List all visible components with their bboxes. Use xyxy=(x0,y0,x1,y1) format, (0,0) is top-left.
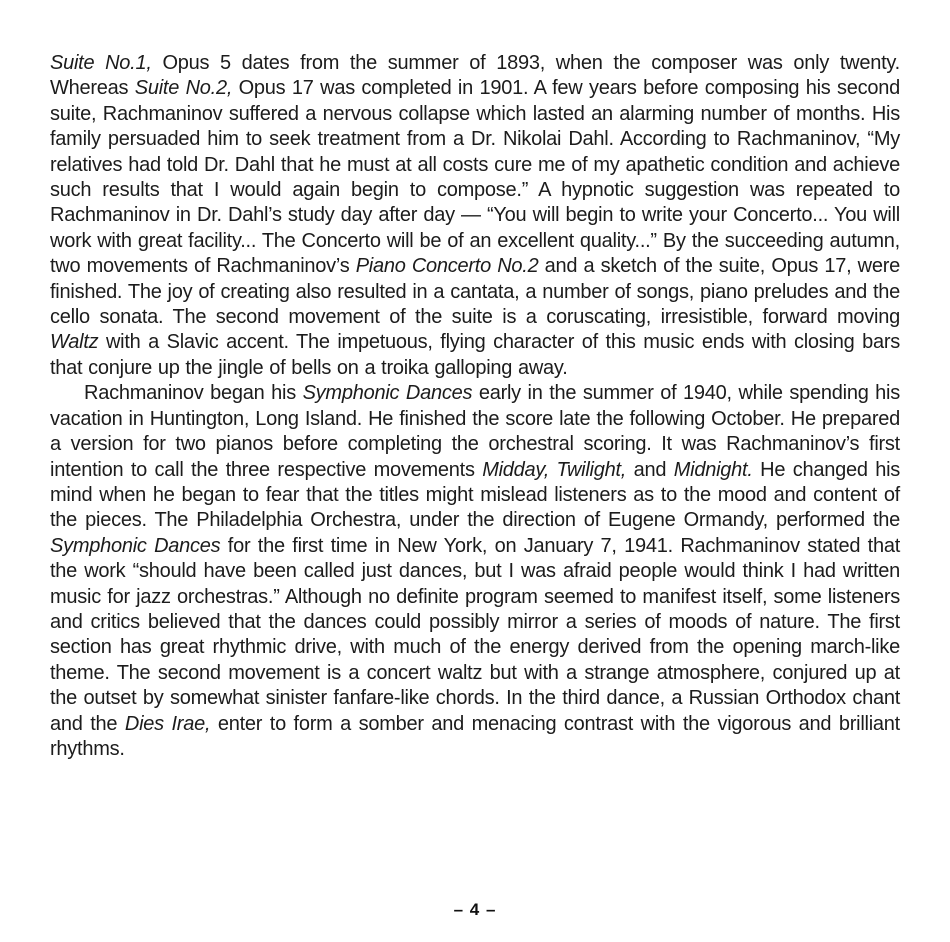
body-text: with a Slavic accent. The impetuous, flying character of this music ends with closing bars that conjure up the jingle of bells on a troika galloping away. xyxy=(50,331,900,379)
body-text: Opus 5 dates from the summer of 1893, when the composer was only twenty. Whereas xyxy=(50,52,900,100)
italic-work-title-text: Suite No.2, xyxy=(134,77,233,100)
paragraph-suites xyxy=(50,51,900,381)
italic-work-title-text: Waltz xyxy=(50,331,99,354)
italic-work-title-text: Dies Irae, xyxy=(124,712,211,735)
document-body xyxy=(50,51,900,762)
italic-work-title-text: Piano Concerto No.2 xyxy=(355,255,539,278)
italic-work-title-text: Midnight. xyxy=(673,458,753,481)
italic-work-title-text: Symphonic Dances xyxy=(50,534,221,557)
body-text: and xyxy=(626,458,674,481)
italic-work-title-text: Midday, Twilight, xyxy=(482,458,627,481)
body-text: Opus 17 was completed in 1901. A few years before composing his second suite, Rachmaninov suffered a nervous collapse which lasted an alarming number of months. His family persuaded him to seek treatment from a Dr. Nikolai Dahl. According to Rachmaninov, “My relatives had told Dr. Dahl that he must at all costs cure me of my apathetic condition and achieve such results that I would again begin to compose.” A hypnotic suggestion was repeated to Rachmaninov in Dr. Dahl’s study day after day — “You will begin to write your Concerto... You will work with great facility... The Concerto will be of an excellent quality...” By the succeeding autumn, two movements of Rachmaninov’s xyxy=(50,77,901,278)
body-text: Rachmaninov began his xyxy=(84,382,303,405)
body-text: enter to form a somber and menacing contrast with the vigorous and brilliant rhythms. xyxy=(50,712,900,760)
italic-work-title-text: Symphonic Dances xyxy=(302,382,473,405)
italic-work-title-text: Suite No.1, xyxy=(50,52,152,74)
body-text: for the first time in New York, on January 7, 1941. Rachmaninov stated that the work “should have been called just dances, but I was afraid people would think I had written music for jazz orchestras.” Although no definite program seemed to manifest itself, some listeners and critics believed that the dances could possibly mirror a series of moods of nature. The first section has great rhythmic drive, with much of the energy derived from the opening march-like theme. The second movement is a concert waltz but with a strange atmosphere, conjured up at the outset by somewhat sinister fanfare-like chords. In the third dance, a Russian Orthodox chant and the xyxy=(50,534,900,735)
page-number: – 4 – xyxy=(453,900,497,919)
body-text: and a sketch of the suite, Opus 17, were finished. The joy of creating also resulted in a cantata, a number of songs, piano preludes and the cello sonata. The second movement of the suite is a coruscating, irresistible, forward moving xyxy=(50,255,900,329)
body-text: He changed his mind when he began to fear that the titles might mislead listeners as to the mood and content of the pieces. The Philadelphia Orchestra, under the direction of Eugene Ormandy, performed the xyxy=(50,458,901,532)
page-footer xyxy=(0,900,950,920)
paragraph-symphonic-dances xyxy=(50,381,900,762)
body-text: early in the summer of 1940, while spending his vacation in Huntington, Long Island. He finished the score late the following October. He prepared a version for two pianos before completing the orchestral scoring. It was Rachmaninov’s first intention to call the three respective movements xyxy=(50,382,901,481)
